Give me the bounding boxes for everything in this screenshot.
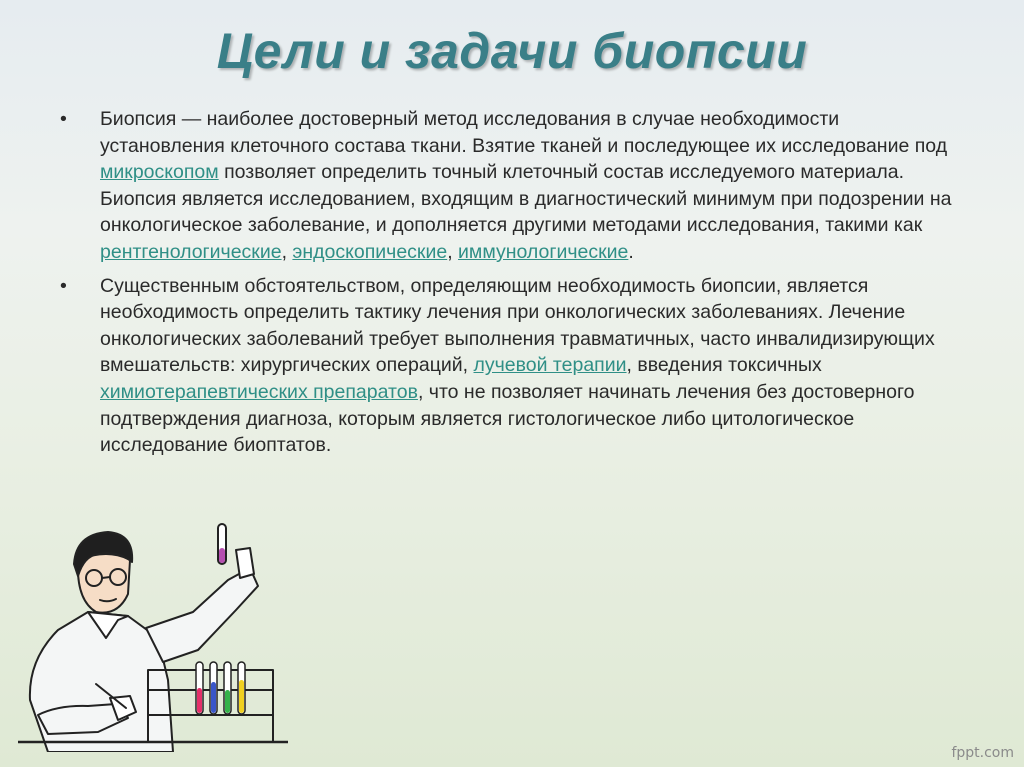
text-run: . xyxy=(628,240,634,263)
bullet-marker: • xyxy=(60,274,67,297)
link-radiation-therapy[interactable]: лучевой терапии xyxy=(473,354,627,377)
bullet-item xyxy=(56,273,966,459)
text-run: Существенным обстоятельством, определяющим необходимость биопсии, является необходимость определить тактику лечения при онкологических заболеваниях. Лечение онкологических заболеваний требует выполнения травматичных, часто инвалидизирующих вмешательств: хирургических операций, xyxy=(100,274,935,377)
bullet-text xyxy=(100,273,966,459)
slide-content xyxy=(56,106,966,466)
footer-watermark: fppt.com xyxy=(951,745,1014,761)
text-run: , xyxy=(447,240,459,263)
scientist-holding-test-tube-icon xyxy=(18,520,288,752)
text-run: , введения токсичных xyxy=(626,354,822,377)
link-radiological[interactable]: рентгенологические xyxy=(100,240,282,263)
bullet-text xyxy=(100,106,966,266)
text-run: , что не позволяет начинать лечения без достоверного подтверждения диагноза, которым является гистологическое либо цитологическое исследование биоптатов. xyxy=(100,380,915,457)
link-immunological[interactable]: иммунологические xyxy=(458,240,629,263)
bullet-item xyxy=(56,106,966,266)
bullet-marker: • xyxy=(60,108,67,130)
slide-title: Цели и задачи биопсии xyxy=(216,23,808,79)
link-endoscopic[interactable]: эндоскопические xyxy=(292,240,448,263)
link-microscope[interactable]: микроскопом xyxy=(100,161,219,184)
text-run: , xyxy=(281,240,293,263)
text-run: позволяет определить точный клеточный состав исследуемого материала. Биопсия является исследованием, входящим в диагностический минимум при подозрении на онкологическое заболевание, и дополняется другими методами исследования, такими как xyxy=(100,161,952,237)
text-run: Биопсия — наиболее достоверный метод исследования в случае необходимости установления клеточного состава ткани. Взятие тканей и последующее их исследование под xyxy=(100,108,948,157)
link-chemotherapy-drugs[interactable]: химиотерапевтических препаратов xyxy=(100,380,418,403)
